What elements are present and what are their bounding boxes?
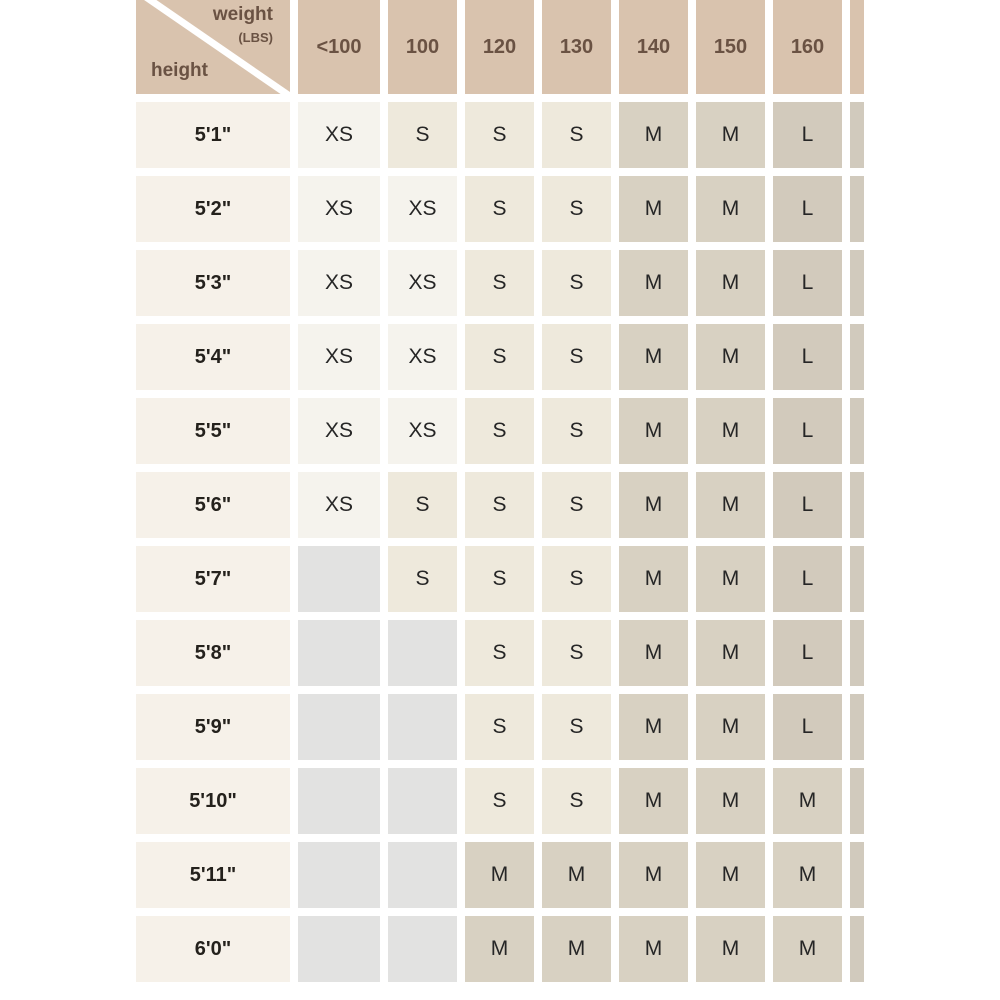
empty-size-cell <box>388 694 457 760</box>
row-height-label: 5'2" <box>136 176 290 242</box>
row-height-label: 5'6" <box>136 472 290 538</box>
clipped-column-header <box>850 0 864 94</box>
clipped-column-cell <box>850 842 864 908</box>
size-cell-S: S <box>542 472 611 538</box>
size-cell-M: M <box>619 324 688 390</box>
size-cell-XS: XS <box>298 250 380 316</box>
size-cell-M: M <box>696 842 765 908</box>
row-height-label: 5'3" <box>136 250 290 316</box>
empty-size-cell <box>388 620 457 686</box>
empty-size-cell <box>298 768 380 834</box>
row-height-label: 5'5" <box>136 398 290 464</box>
clipped-column-cell <box>850 694 864 760</box>
weight-col-header-100: 100 <box>388 0 457 94</box>
size-cell-M: M <box>696 620 765 686</box>
size-chart-table <box>136 0 864 982</box>
size-cell-L: L <box>773 250 842 316</box>
size-cell-L: L <box>773 176 842 242</box>
size-cell-L: L <box>773 398 842 464</box>
weight-col-header-150: 150 <box>696 0 765 94</box>
size-cell-L: L <box>773 102 842 168</box>
clipped-column-cell <box>850 546 864 612</box>
clipped-column-cell <box>850 102 864 168</box>
size-cell-S: S <box>465 768 534 834</box>
size-cell-M: M <box>465 916 534 982</box>
size-cell-L: L <box>773 546 842 612</box>
empty-size-cell <box>298 916 380 982</box>
size-cell-S: S <box>465 324 534 390</box>
empty-size-cell <box>298 694 380 760</box>
size-cell-M: M <box>696 176 765 242</box>
weight-col-header-130: 130 <box>542 0 611 94</box>
size-cell-M: M <box>696 694 765 760</box>
row-height-label: 5'4" <box>136 324 290 390</box>
empty-size-cell <box>298 546 380 612</box>
size-cell-M: M <box>696 324 765 390</box>
size-cell-XS: XS <box>298 398 380 464</box>
clipped-column-cell <box>850 916 864 982</box>
size-cell-M: M <box>619 546 688 612</box>
clipped-column-cell <box>850 250 864 316</box>
size-cell-XS: XS <box>298 324 380 390</box>
size-cell-M: M <box>619 620 688 686</box>
weight-col-header-160: 160 <box>773 0 842 94</box>
weight-axis-label: weight <box>212 4 273 25</box>
size-cell-S: S <box>465 250 534 316</box>
size-cell-L: L <box>773 694 842 760</box>
clipped-column-cell <box>850 472 864 538</box>
size-cell-S: S <box>465 102 534 168</box>
clipped-column-cell <box>850 620 864 686</box>
row-height-label: 5'9" <box>136 694 290 760</box>
size-cell-S: S <box>465 472 534 538</box>
weight-unit-label: (LBS) <box>238 30 273 45</box>
size-cell-S: S <box>388 472 457 538</box>
height-axis-label: height <box>151 60 208 81</box>
row-height-label: 6'0" <box>136 916 290 982</box>
corner-header-cell <box>136 0 290 94</box>
size-cell-M: M <box>696 472 765 538</box>
size-cell-S: S <box>465 176 534 242</box>
size-cell-M: M <box>696 398 765 464</box>
size-cell-M: M <box>619 176 688 242</box>
size-cell-XS: XS <box>388 398 457 464</box>
size-cell-M: M <box>696 768 765 834</box>
size-cell-M: M <box>696 916 765 982</box>
size-cell-M: M <box>619 768 688 834</box>
size-cell-S: S <box>542 176 611 242</box>
size-cell-S: S <box>388 546 457 612</box>
size-cell-S: S <box>542 620 611 686</box>
size-cell-S: S <box>542 694 611 760</box>
size-cell-M: M <box>542 916 611 982</box>
size-cell-M: M <box>619 842 688 908</box>
size-cell-S: S <box>542 546 611 612</box>
size-cell-S: S <box>465 694 534 760</box>
size-cell-S: S <box>542 250 611 316</box>
empty-size-cell <box>388 916 457 982</box>
empty-size-cell <box>298 842 380 908</box>
size-cell-S: S <box>542 102 611 168</box>
row-height-label: 5'10" <box>136 768 290 834</box>
size-cell-XS: XS <box>298 102 380 168</box>
size-cell-M: M <box>619 694 688 760</box>
size-cell-M: M <box>773 916 842 982</box>
size-cell-M: M <box>773 842 842 908</box>
size-cell-S: S <box>542 324 611 390</box>
size-cell-M: M <box>619 472 688 538</box>
size-cell-M: M <box>619 398 688 464</box>
clipped-column-cell <box>850 768 864 834</box>
size-cell-M: M <box>619 250 688 316</box>
size-cell-S: S <box>465 546 534 612</box>
row-height-label: 5'1" <box>136 102 290 168</box>
empty-size-cell <box>388 842 457 908</box>
size-cell-XS: XS <box>388 176 457 242</box>
empty-size-cell <box>298 620 380 686</box>
row-height-label: 5'7" <box>136 546 290 612</box>
clipped-column-cell <box>850 324 864 390</box>
row-height-label: 5'8" <box>136 620 290 686</box>
row-height-label: 5'11" <box>136 842 290 908</box>
size-cell-L: L <box>773 620 842 686</box>
size-cell-XS: XS <box>388 250 457 316</box>
weight-col-header-120: 120 <box>465 0 534 94</box>
size-cell-M: M <box>696 250 765 316</box>
size-cell-S: S <box>388 102 457 168</box>
size-cell-M: M <box>619 916 688 982</box>
size-cell-S: S <box>465 620 534 686</box>
size-cell-S: S <box>542 768 611 834</box>
size-cell-XS: XS <box>298 472 380 538</box>
size-cell-L: L <box>773 324 842 390</box>
size-cell-M: M <box>619 102 688 168</box>
size-cell-M: M <box>696 546 765 612</box>
empty-size-cell <box>388 768 457 834</box>
size-cell-M: M <box>542 842 611 908</box>
weight-col-header-140: 140 <box>619 0 688 94</box>
size-cell-M: M <box>773 768 842 834</box>
size-cell-XS: XS <box>298 176 380 242</box>
size-cell-L: L <box>773 472 842 538</box>
size-cell-M: M <box>696 102 765 168</box>
size-cell-XS: XS <box>388 324 457 390</box>
weight-col-header-lt100: <100 <box>298 0 380 94</box>
size-cell-S: S <box>465 398 534 464</box>
clipped-column-cell <box>850 398 864 464</box>
size-cell-S: S <box>542 398 611 464</box>
clipped-column-cell <box>850 176 864 242</box>
size-cell-M: M <box>465 842 534 908</box>
